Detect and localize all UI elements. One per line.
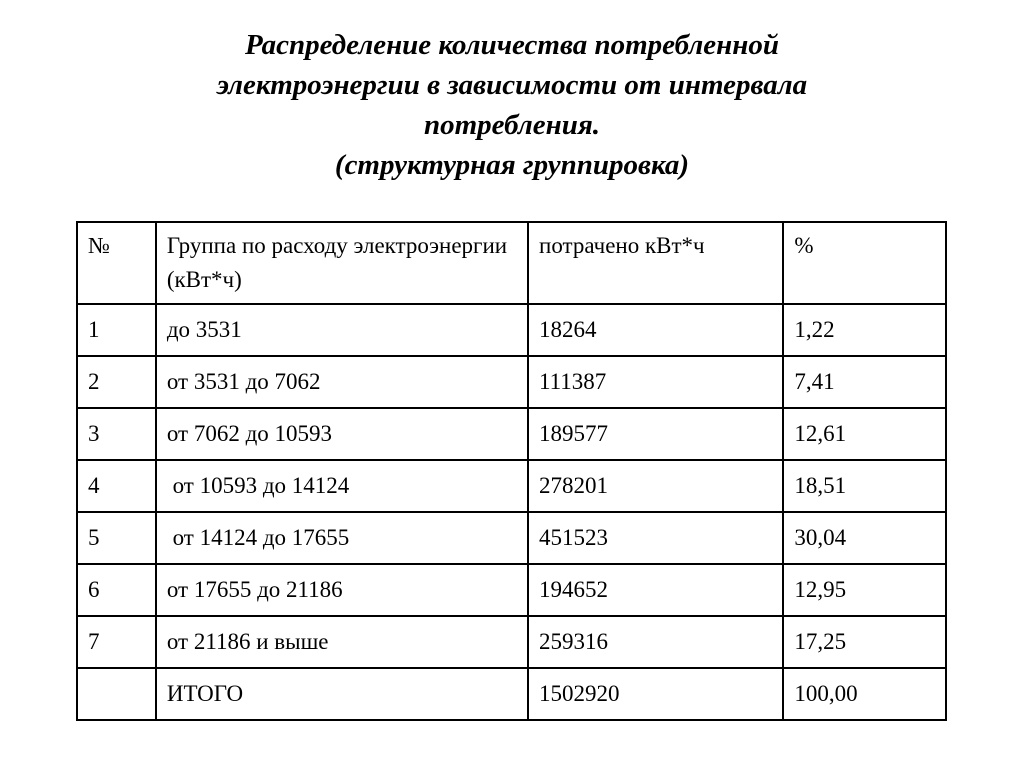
table-header-row [77,222,946,304]
title-line-3: потребления. [423,109,601,141]
cell-number: 6 [77,564,156,616]
cell-percent: 1,22 [783,304,946,356]
title-line-1: Распределение количества потребленной [245,29,779,61]
cell-group: до 3531 [156,304,528,356]
cell-percent: 100,00 [783,668,946,720]
cell-spent: 259316 [528,616,783,668]
cell-number: 7 [77,616,156,668]
cell-number: 5 [77,512,156,564]
table-row [77,356,946,408]
cell-group: от 21186 и выше [156,616,528,668]
cell-group: ИТОГО [156,668,528,720]
cell-spent: 189577 [528,408,783,460]
cell-percent: 12,61 [783,408,946,460]
cell-percent: 30,04 [783,512,946,564]
table-total-row [77,668,946,720]
header-spent: потрачено кВт*ч [528,222,783,304]
table-row [77,408,946,460]
consumption-table [76,221,947,721]
cell-spent: 278201 [528,460,783,512]
cell-number: 3 [77,408,156,460]
cell-percent: 18,51 [783,460,946,512]
page-title [100,25,924,185]
header-group: Группа по расходу электроэнергии (кВт*ч) [156,222,528,304]
cell-spent: 18264 [528,304,783,356]
cell-percent: 17,25 [783,616,946,668]
table-row [77,304,946,356]
cell-group: от 14124 до 17655 [156,512,528,564]
table-row [77,564,946,616]
title-line-4: (структурная группировка) [334,149,690,181]
cell-number: 4 [77,460,156,512]
cell-group: от 10593 до 14124 [156,460,528,512]
title-line-2: электроэнергии в зависимости от интервала [216,69,808,101]
header-number: № [77,222,156,304]
cell-spent: 194652 [528,564,783,616]
cell-group: от 3531 до 7062 [156,356,528,408]
table-row [77,616,946,668]
header-percent: % [783,222,946,304]
cell-number: 2 [77,356,156,408]
cell-group: от 7062 до 10593 [156,408,528,460]
cell-percent: 7,41 [783,356,946,408]
cell-percent: 12,95 [783,564,946,616]
table-row [77,512,946,564]
cell-spent: 111387 [528,356,783,408]
cell-number: 1 [77,304,156,356]
cell-group: от 17655 до 21186 [156,564,528,616]
cell-spent: 1502920 [528,668,783,720]
table-row [77,460,946,512]
cell-spent: 451523 [528,512,783,564]
cell-number [77,668,156,720]
